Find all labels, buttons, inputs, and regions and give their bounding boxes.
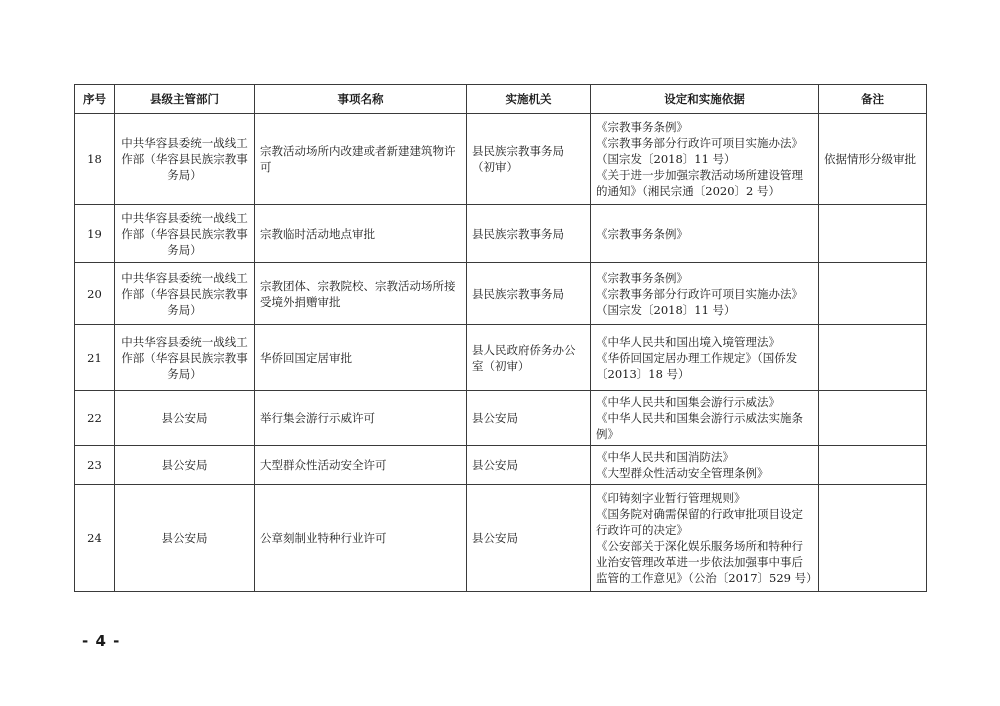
cell-dept: 中共华容县委统一战线工作部（华容县民族宗教事务局） — [115, 205, 255, 263]
header-basis: 设定和实施依据 — [591, 85, 819, 114]
cell-seq: 24 — [75, 485, 115, 592]
basis-entry: 《中华人民共和国消防法》 — [596, 450, 734, 464]
page-number: - 4 - — [82, 632, 121, 650]
basis-entry: 《宗教事务条例》 — [596, 226, 688, 241]
cell-agency: 县民族宗教事务局 — [467, 263, 591, 325]
cell-basis — [591, 446, 819, 485]
cell-seq: 18 — [75, 114, 115, 205]
basis-entry: 《关于进一步加强宗教活动场所建设管理的通知》（湘民宗通〔2020〕2 号） — [596, 168, 803, 198]
cell-agency: 县民族宗教事务局 — [467, 205, 591, 263]
basis-entry: 《宗教事务部分行政许可项目实施办法》（国宗发〔2018〕11 号） — [596, 136, 803, 166]
cell-notes — [819, 263, 927, 325]
cell-item: 大型群众性活动安全许可 — [255, 446, 467, 485]
cell-item: 宗教临时活动地点审批 — [255, 205, 467, 263]
cell-seq: 19 — [75, 205, 115, 263]
cell-dept: 县公安局 — [115, 391, 255, 446]
basis-entry: 《印铸刻字业暂行管理规则》 — [596, 491, 746, 505]
basis-entry: 《宗教事务部分行政许可项目实施办法》（国宗发〔2018〕11 号） — [596, 286, 803, 317]
cell-dept: 中共华容县委统一战线工作部（华容县民族宗教事务局） — [115, 325, 255, 391]
cell-notes — [819, 325, 927, 391]
header-seq: 序号 — [75, 85, 115, 114]
table-row — [75, 114, 927, 205]
basis-entry: 《大型群众性活动安全管理条例》 — [596, 466, 769, 480]
cell-item: 宗教团体、宗教院校、宗教活动场所接受境外捐赠审批 — [255, 263, 467, 325]
basis-entry: 《华侨回国定居办理工作规定》（国侨发〔2013〕18 号） — [596, 350, 798, 381]
cell-notes — [819, 205, 927, 263]
cell-seq: 20 — [75, 263, 115, 325]
table-row — [75, 485, 927, 592]
header-item: 事项名称 — [255, 85, 467, 114]
table-row — [75, 446, 927, 485]
permit-table — [74, 84, 927, 592]
basis-entry: 《宗教事务条例》 — [596, 120, 688, 134]
cell-item: 举行集会游行示威许可 — [255, 391, 467, 446]
cell-notes — [819, 485, 927, 592]
cell-dept: 县公安局 — [115, 485, 255, 592]
header-agency: 实施机关 — [467, 85, 591, 114]
cell-seq: 21 — [75, 325, 115, 391]
cell-notes — [819, 391, 927, 446]
basis-entry: 《国务院对确需保留的行政审批项目设定行政许可的决定》 — [596, 507, 803, 537]
cell-item: 宗教活动场所内改建或者新建建筑物许可 — [255, 114, 467, 205]
cell-agency: 县民族宗教事务局（初审） — [467, 114, 591, 205]
cell-item: 公章刻制业特种行业许可 — [255, 485, 467, 592]
cell-agency: 县公安局 — [467, 485, 591, 592]
table-body — [75, 114, 927, 592]
header-dept: 县级主管部门 — [115, 85, 255, 114]
cell-agency: 县公安局 — [467, 391, 591, 446]
cell-agency: 县公安局 — [467, 446, 591, 485]
cell-dept: 县公安局 — [115, 446, 255, 485]
basis-entry: 《中华人民共和国集会游行示威法》 — [596, 395, 780, 409]
cell-basis — [591, 114, 819, 205]
cell-notes — [819, 446, 927, 485]
basis-entry: 《中华人民共和国集会游行示威法实施条例》 — [596, 411, 803, 441]
cell-basis — [591, 391, 819, 446]
cell-seq: 22 — [75, 391, 115, 446]
header-notes: 备注 — [819, 85, 927, 114]
cell-basis — [591, 325, 819, 391]
cell-dept: 中共华容县委统一战线工作部（华容县民族宗教事务局） — [115, 114, 255, 205]
cell-item: 华侨回国定居审批 — [255, 325, 467, 391]
cell-basis — [591, 205, 819, 263]
cell-dept: 中共华容县委统一战线工作部（华容县民族宗教事务局） — [115, 263, 255, 325]
table-row — [75, 263, 927, 325]
cell-agency: 县人民政府侨务办公室（初审） — [467, 325, 591, 391]
basis-entry: 《宗教事务条例》 — [596, 270, 688, 285]
cell-notes: 依据情形分级审批 — [819, 114, 927, 205]
cell-seq: 23 — [75, 446, 115, 485]
basis-entry: 《中华人民共和国出境入境管理法》 — [596, 334, 780, 349]
cell-basis — [591, 485, 819, 592]
cell-basis — [591, 263, 819, 325]
table-row — [75, 205, 927, 263]
table-row — [75, 391, 927, 446]
basis-entry: 《公安部关于深化娱乐服务场所和特种行业治安管理改革进一步依法加强事中事后监管的工作意见》（公治〔2017〕529 号） — [596, 539, 818, 585]
table-header-row — [75, 85, 927, 114]
table-row — [75, 325, 927, 391]
